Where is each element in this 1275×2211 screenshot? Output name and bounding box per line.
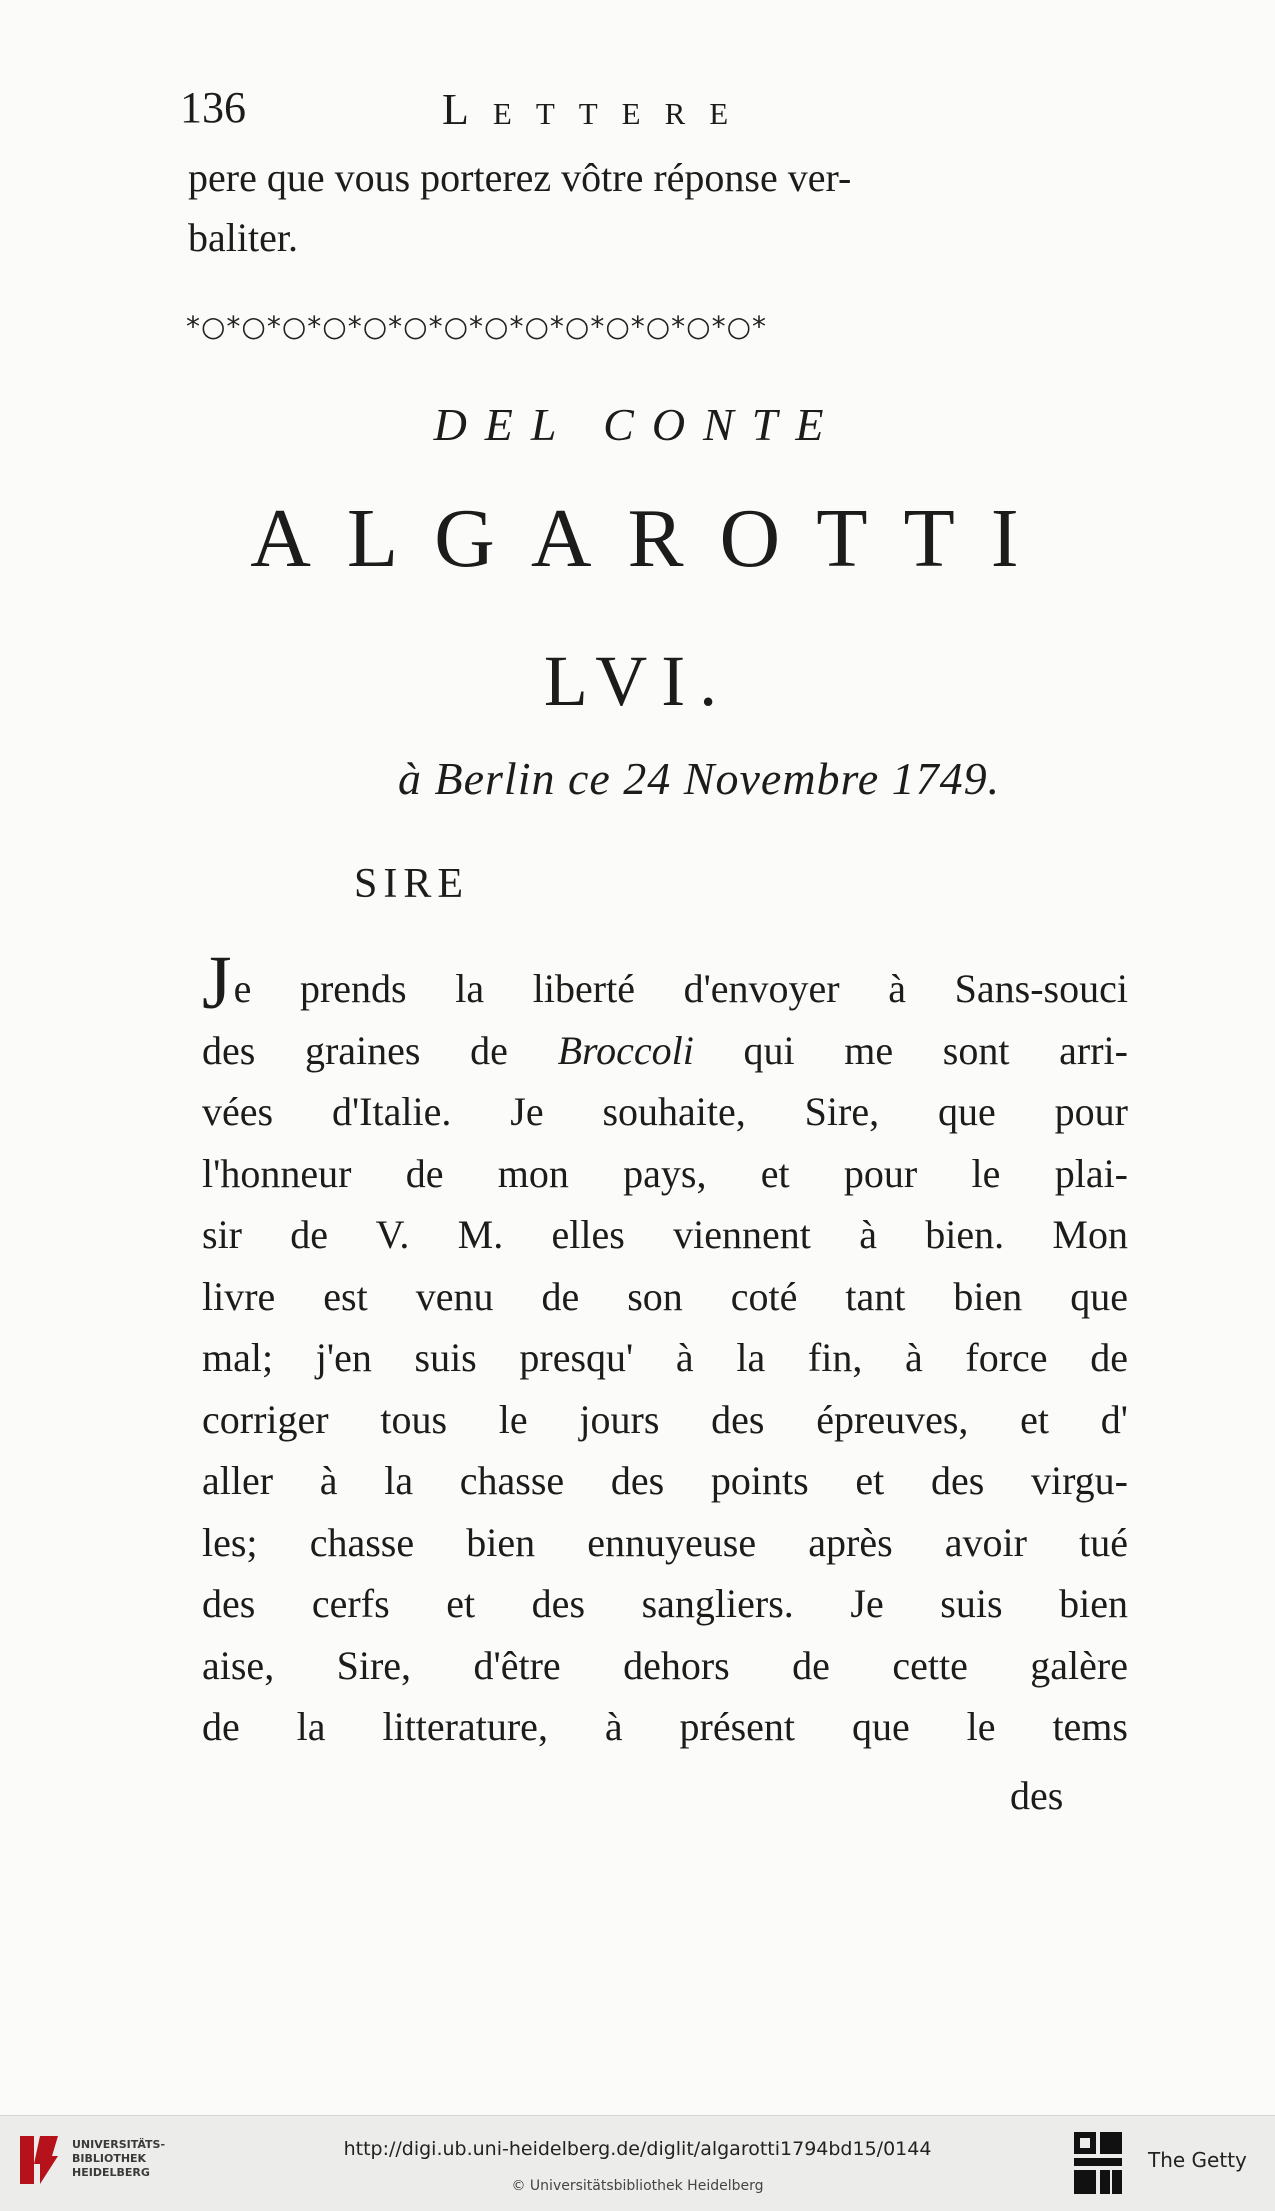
letter-number: LVI. [543,641,732,721]
ornamental-rule: *○*○*○*○*○*○*○*○*○*○*○*○*○*○* [186,310,768,343]
body-line: de la litterature, à présent que le tems [202,1704,1128,1749]
body-line: l'honneur de mon pays, et pour le plai- [202,1150,1128,1196]
copyright-notice: © Universitätsbibliothek Heidelberg [511,2178,764,2194]
catchword: des [1010,1773,1064,1818]
drop-cap: J [202,941,232,1025]
previous-letter-ending [188,148,851,268]
body-line: mal; j'en suis presqu' à la fin, à force de [202,1335,1128,1380]
body-line: les; chasse bien ennuyeuse après avoir tué [202,1519,1128,1565]
letter-author-line: DEL CONTE [433,399,842,450]
library-name-line: HEIDELBERG [72,2166,150,2179]
partner-name: The Getty [1148,2148,1247,2172]
getty-logo-icon [1072,2130,1124,2196]
letter-body [202,941,1128,1758]
body-line: livre est venu de son coté tant bien que [202,1273,1128,1319]
dateline: à Berlin ce 24 Novembre 1749. [398,753,1001,804]
body-line: des cerfs et des sangliers. Je suis bien [202,1581,1128,1626]
viewer-footer [0,2115,1275,2211]
body-line: vées d'Italie. Je souhaite, Sire, que pour [202,1089,1128,1134]
body-line: aller à la chasse des points et des virgu- [202,1458,1128,1503]
body-line: aise, Sire, d'être dehors de cette galère [202,1642,1128,1688]
italic-word: Broccoli [557,1027,694,1073]
library-name-line: BIBLIOTHEK [72,2152,147,2165]
permalink-url[interactable]: http://digi.ub.uni-heidelberg.de/diglit/algarotti1794bd15/0144 [343,2138,932,2160]
text-line: pere que vous porterez vôtre réponse ver- [188,155,852,200]
salutation: SIRE [354,861,470,907]
body-line: des graines de Broccoli qui me sont arri- [202,1027,1128,1073]
library-name-line: UNIVERSITÄTS- [72,2138,166,2151]
body-line [202,941,1128,1025]
body-line-text: e prends la liberté d'envoyer à Sans-souci [233,966,1128,1011]
body-line: sir de V. M. elles viennent à bien. Mon [202,1212,1128,1257]
body-line: corriger tous le jours des épreuves, et d' [202,1396,1128,1442]
letter-author-name: ALGAROTTI [250,492,1055,585]
running-head: Lettere [442,85,753,134]
page-header [180,82,1040,142]
text-line: baliter. [188,215,298,260]
page-number: 136 [180,83,246,132]
